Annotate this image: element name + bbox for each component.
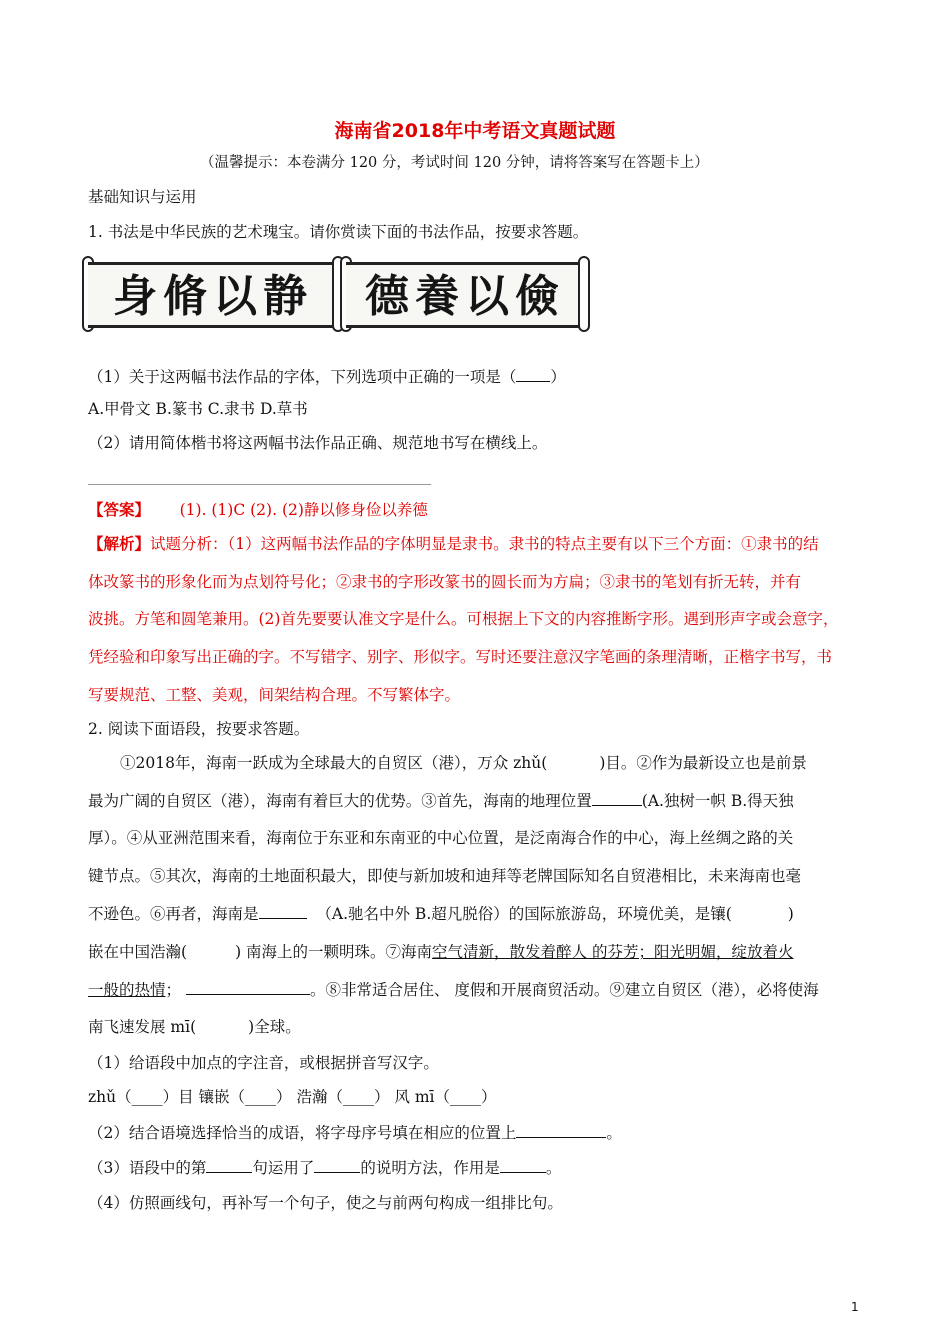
question-1-stem: 1. 书法是中华民族的艺术瑰宝。请你赏读下面的书法作品，按要求答题。 (88, 223, 589, 241)
question-2-sub-2: （2）结合语境选择恰当的成语，将字母序号填在相应的位置上 。 (88, 1124, 622, 1142)
analysis-line-5: 写要规范、工整、美观，间架结构合理。不写繁体字。 (88, 686, 461, 704)
answer-blank (516, 1123, 606, 1138)
analysis-line-2: 体改篆书的形象化而为点划符号化；②隶书的字形改篆书的圆长而为方扁；③隶书的笔划有折无转，并有 (88, 573, 802, 591)
calligraphy-scroll-left (88, 262, 338, 328)
answer-blank (516, 367, 550, 382)
calligraphy-image (76, 262, 592, 332)
passage-line-1: ①2018年，海南一跃成为全球最大的自贸区（港），万众 zhǔ( )目。②作为最新设立也是前景 (120, 754, 807, 772)
question-2-sub-3: （3）语段中的第 句运用了 的说明方法，作用是 。 (88, 1159, 562, 1177)
exam-notice: （温馨提示：本卷满分 120 分，考试时间 120 分钟，请将答案写在答题卡上） (200, 155, 709, 171)
calligraphy-scroll-right (346, 262, 584, 328)
writing-line (88, 484, 431, 485)
calligraphy-text-right: 德養以儉 (365, 271, 565, 322)
answer-blank (259, 904, 307, 919)
answer-line: 【答案】 (1). (1)C (2). (2)静以修身俭以养德 (88, 500, 428, 519)
passage-line-7: 一般的热情； 。⑧非常适合居住、 度假和开展商贸活动。⑨建立自贸区（港），必将使海 (88, 981, 819, 999)
analysis-line-4: 凭经验和印象写出正确的字。不写错字、别字、形似字。写时还要注意汉字笔画的条理清晰，正楷字书写，书 (88, 648, 833, 666)
underlined-sentence: 空气清新，散发着醉人 的芬芳；阳光明媚，绽放着火 (432, 943, 794, 961)
answer-blank (186, 980, 310, 995)
question-1-options: A.甲骨文 B.篆书 C.隶书 D.草书 (88, 400, 308, 418)
section-heading: 基础知识与运用 (88, 188, 197, 206)
question-2-stem: 2. 阅读下面语段，按要求答题。 (88, 720, 310, 738)
passage-line-4: 键节点。⑤其次，海南的土地面积最大，即使与新加坡和迪拜等老牌国际知名自贸港相比，未来海南也毫 (88, 867, 802, 885)
calligraphy-text-left: 身脩以静 (113, 271, 313, 322)
passage-line-3: 厚）。④从亚洲范围来看，海南位于东亚和东南亚的中心位置，是泛南海合作的中心，海上丝绸之路的关 (88, 829, 794, 847)
question-2-sub-1: （1）给语段中加点的字注音，或根据拼音写汉字。 (88, 1054, 439, 1072)
passage-line-6: 嵌在中国浩瀚( ) 南海上的一颗明珠。⑦海南空气清新，散发着醉人 的芬芳；阳光明媚，绽放着火 (88, 943, 794, 961)
answer-blank (500, 1158, 546, 1173)
analysis-line-1: 【解析】试题分析：（1）这两幅书法作品的字体明显是隶书。隶书的特点主要有以下三个方面：①隶书的结 (88, 534, 819, 553)
question-1-sub-2: （2）请用简体楷书将这两幅书法作品正确、规范地书写在横线上。 (88, 434, 548, 452)
question-2-sub-1-items: zhǔ（____）目 镶嵌（____） 浩瀚（____） 风 mī（____） (88, 1088, 497, 1106)
page-number: 1 (851, 1300, 859, 1314)
exam-title: 海南省2018年中考语文真题试题 (334, 120, 616, 142)
scroll-rod-right (578, 256, 590, 332)
question-1-sub-1: （1）关于这两幅书法作品的字体，下列选项中正确的一项是（ ） (88, 368, 566, 386)
passage-line-2: 最为广阔的自贸区（港），海南有着巨大的优势。③首先，海南的地理位置 (A.独树一帜 B.得天独 (88, 792, 794, 810)
passage-line-8: 南飞速发展 mī( )全球。 (88, 1018, 301, 1036)
answer-blank (314, 1158, 360, 1173)
answer-blank (592, 791, 642, 806)
passage-line-5: 不逊色。⑥再者，海南是 （A.驰名中外 B.超凡脱俗）的国际旅游岛，环境优美，是镶( ) (88, 905, 794, 923)
answer-blank (206, 1158, 252, 1173)
analysis-line-3: 波挑。方笔和圆笔兼用。(2)首先要要认准文字是什么。可根据上下文的内容推断字形。遇到形声字或会意字， (88, 610, 839, 628)
question-2-sub-4: （4）仿照画线句，再补写一个句子，使之与前两句构成一组排比句。 (88, 1194, 563, 1212)
